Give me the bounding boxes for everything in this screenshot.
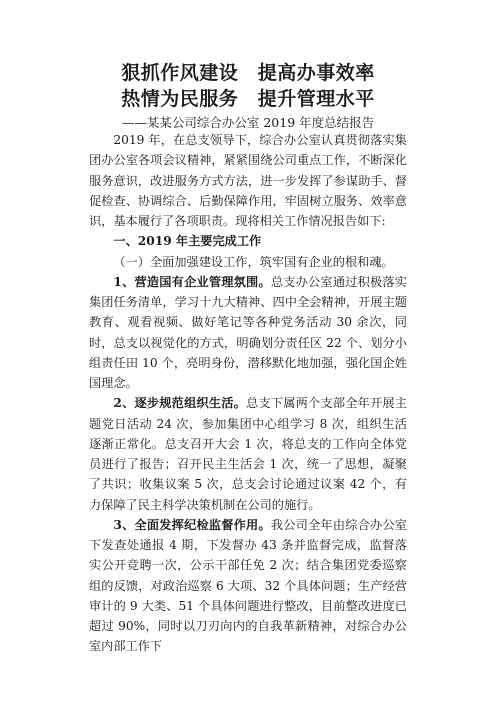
item3-text: 我公司全年由综合办公室下发查处通报 4 期，下发督办 43 条并监督完成，监督落实公开竞聘一次，公示干部任免 2 次；结合集团党委巡察组的反馈，对政治巡察 6 大项、32 个具体问题；生产经营审计的 9 大类、51 个具体问题进行整改，目前整改进度已超过 90%，同时以刀刃向内的自我革新精神，对综合办公室内部工作下: [89, 517, 407, 654]
item3-paragraph: [89, 515, 407, 657]
item1-text: 总支办公室通过积极落实集团任务清单，学习十九大精神、四中全会精神，开展主题教育、观看视频、做好笔记等各种党务活动 30 余次，同时，总支以视觉化的方式，明确划分责任区 22 个、划分小组责任田 10 个，亮明身份，潜移默化地加强，强化国企姓国理念。: [89, 274, 407, 390]
document-title-line1: 狠抓作风建设 提高办事效率: [121, 62, 375, 84]
item1-paragraph: [89, 272, 407, 394]
item3-title: 3、全面发挥纪检监督作用。: [113, 517, 271, 532]
item2-text: 总支下属两个支部全年开展主题党日活动 24 次，参加集团中心组学习 8 次，组织生活逐渐正常化。总支召开大会 1 次，将总支的工作向全体党员进行了报告；召开民主生活会 1 次，统一了思想，凝聚了共识；收集议案 5 次，总支会讨论通过议案 42 个，有力保障了民主科学决策机制在公司的施行。: [89, 396, 408, 512]
item2-paragraph: [89, 393, 407, 515]
document-body: [89, 130, 407, 657]
item2-title: 2、逐步规范组织生活。: [113, 396, 247, 411]
section-heading: 一、2019 年主要完成工作: [113, 234, 262, 249]
intro-paragraph: 2019 年，在总支领导下，综合办公室认真贯彻落实集团办公室各项会议精神，紧紧围绕公司重点工作，不断深化服务意识，改进服务方式方法，进一步发挥了参谋助手、督促检查、协调综合、后勤保障作用，牢固树立服务、效率意识，基本履行了各项职责。现将相关工作情况报告如下:: [89, 133, 407, 228]
subsection-heading: （一）全面加强建设工作，筑牢国有企业的根和魂。: [113, 254, 394, 269]
item1-title: 1、营造国有企业管理氛围。: [113, 274, 271, 289]
document-title-line2: 热情为民服务 提升管理水平: [121, 88, 375, 110]
document-subtitle: ——某某公司综合办公室 2019 年度总结报告: [121, 115, 375, 130]
